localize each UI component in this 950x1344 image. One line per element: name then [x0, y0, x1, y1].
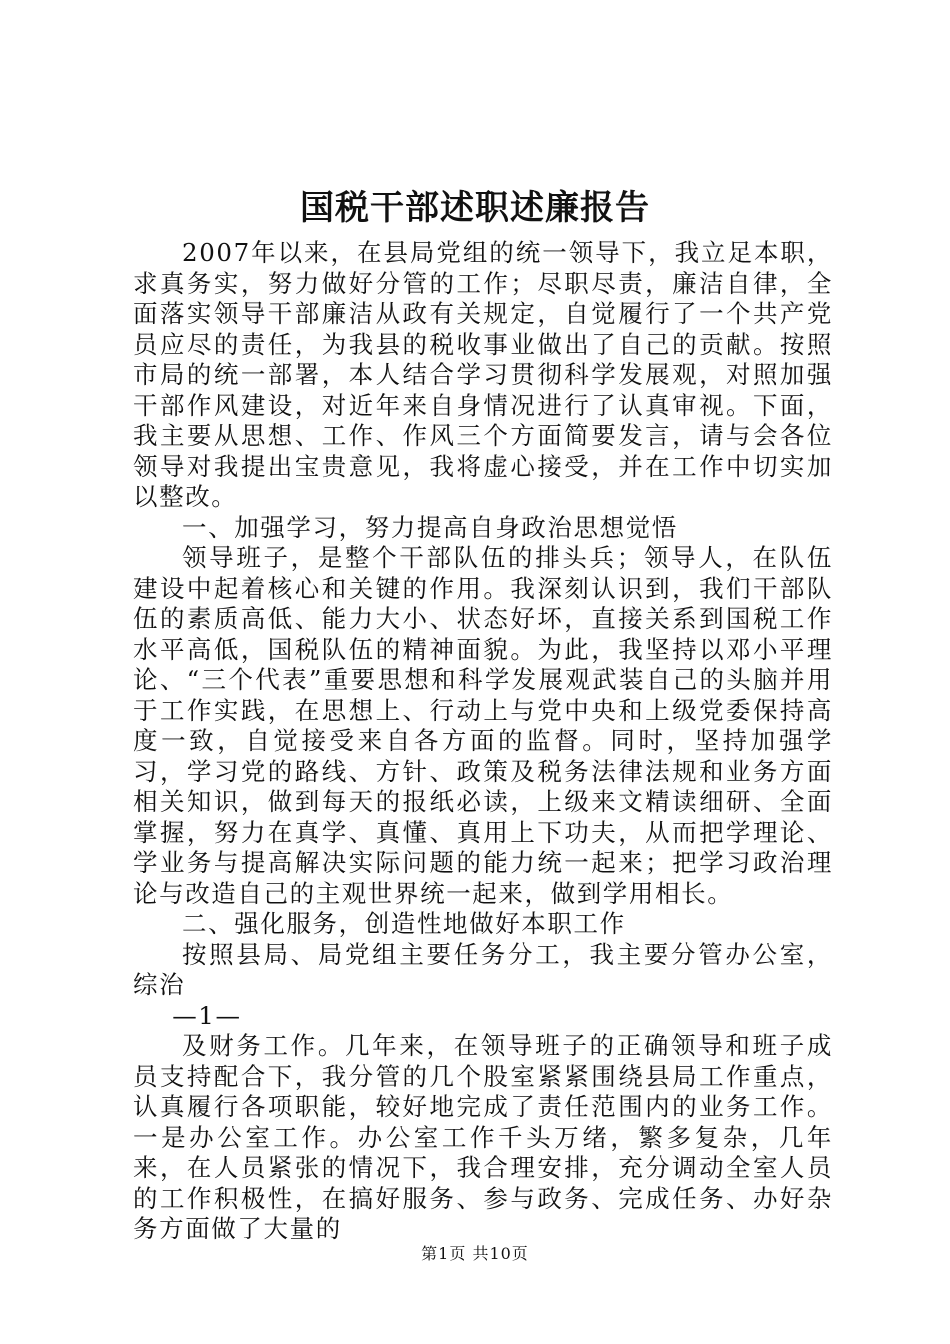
paragraph-intro: 2007年以来，在县局党组的统一领导下，我立足本职，求真务实，努力做好分管的工作；尽职尽责，廉洁自律，全面落实领导干部廉洁从政有关规定，自觉履行了一个共产党员应尽的责任，为我县的税收事业做出了自己的贡献。按照市局的统一部署，本人结合学习贯彻科学发展观，对照加强干部作风建设，对近年来自身情况进行了认真审视。下面，我主要从思想、工作、作风三个方面简要发言，请与会各位领导对我提出宝贵意见，我将虚心接受，并在工作中切实加以整改。: [133, 238, 833, 511]
paragraph-service-start: 按照县局、局党组主要任务分工，我主要分管办公室，综治: [133, 939, 833, 999]
document-title: 国税干部述职述廉报告: [300, 188, 650, 228]
paragraph-service-continued: 及财务工作。几年来，在领导班子的正确领导和班子成员支持配合下，我分管的几个股室紧紧围绕县局工作重点，认真履行各项职能，较好地完成了责任范围内的业务工作。一是办公室工作。办公室工作千头万绪，繁多复杂，几年来，在人员紧张的情况下，我合理安排，充分调动全室人员的工作积极性，在搞好服务、参与政务、完成任务、办好杂务方面做了大量的: [133, 1031, 833, 1243]
section-heading-1: 一、加强学习，努力提高自身政治思想觉悟: [182, 512, 678, 542]
page-footer: 第1页 共10页: [421, 1244, 529, 1263]
paragraph-study: 领导班子，是整个干部队伍的排头兵；领导人，在队伍建设中起着核心和关键的作用。我深刻认识到，我们干部队伍的素质高低、能力大小、状态好坏，直接关系到国税工作水平高低，国税队伍的精神面貌。为此，我坚持以邓小平理论、“三个代表”重要思想和科学发展观武装自己的头脑并用于工作实践，在思想上、行动上与党中央和上级党委保持高度一致，自觉接受来自各方面的监督。同时，坚持加强学习，学习党的路线、方针、政策及税务法律法规和业务方面相关知识，做到每天的报纸必读，上级来文精读细研、全面掌握，努力在真学、真懂、真用上下功夫，从而把学理论、学业务与提高解决实际问题的能力统一起来；把学习政治理论与改造自己的主观世界统一起来，做到学用相长。: [133, 543, 833, 908]
inline-page-number: —1—: [172, 1000, 242, 1030]
document-body: [133, 238, 833, 1245]
section-heading-2: 二、强化服务，创造性地做好本职工作: [182, 909, 626, 938]
